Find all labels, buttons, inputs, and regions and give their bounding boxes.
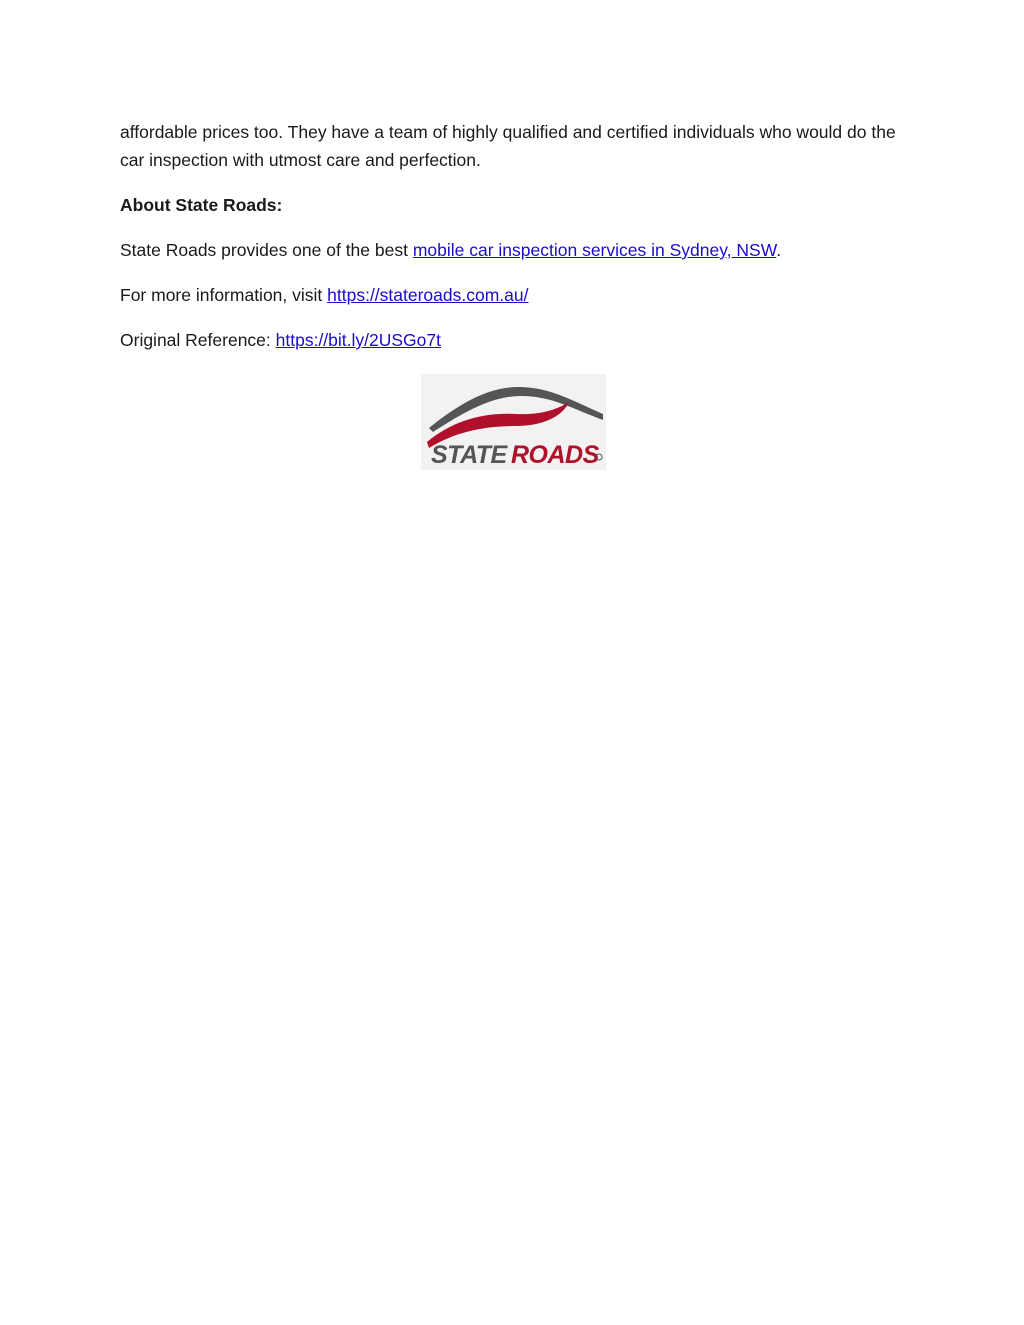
website-link[interactable]: https://stateroads.com.au/ (327, 285, 529, 305)
intro-paragraph (120, 118, 910, 174)
document-body (120, 118, 910, 371)
car-silhouette-logo-icon (421, 374, 606, 470)
intro-text: affordable prices too. They have a team of highly qualified and certified individuals who would do the car inspection with utmost care and perfection. (120, 122, 896, 170)
more-info-paragraph (120, 281, 910, 309)
about-paragraph (120, 236, 910, 264)
about-prefix: State Roads provides one of the best (120, 240, 413, 260)
reference-paragraph (120, 326, 910, 354)
about-heading: About State Roads: (120, 195, 283, 215)
logo-word-state: STATE (431, 441, 507, 469)
reference-prefix: Original Reference: (120, 330, 276, 350)
services-link[interactable]: mobile car inspection services in Sydney, NSW (412, 240, 777, 260)
logo-word-roads: ROADS (511, 441, 599, 469)
more-info-prefix: For more information, visit (120, 285, 328, 305)
state-roads-logo (421, 374, 606, 470)
reference-link[interactable]: https://bit.ly/2USGo7t (275, 330, 441, 350)
about-suffix: . (776, 240, 782, 260)
